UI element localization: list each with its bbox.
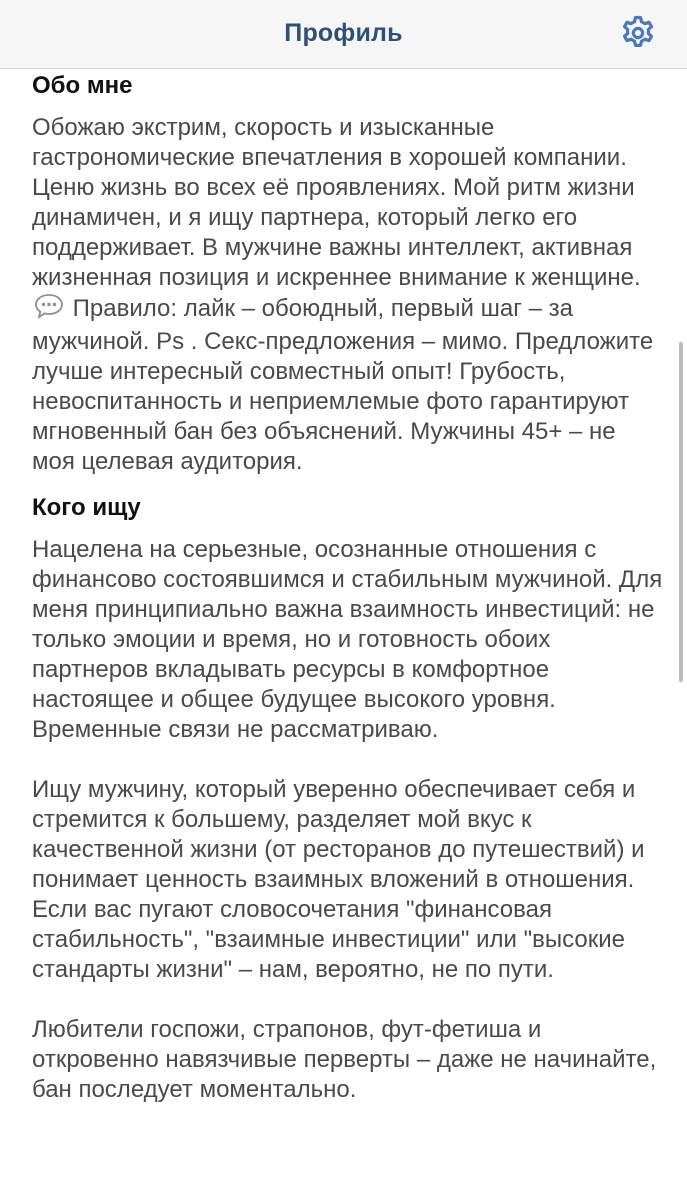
looking-for-paragraph-2a: Ищу мужчину, который уверенно обеспечивает себя и стремится к большему, разделяет мой вкус к качественной жизни (от ресторанов до путешествий) и понимает ценность взаимных вложений в отношения.	[32, 776, 645, 893]
scrollbar[interactable]	[679, 342, 683, 682]
looking-for-section-title: Кого ищу	[32, 494, 141, 521]
looking-for-text	[32, 535, 672, 1105]
settings-button[interactable]	[619, 14, 657, 52]
speech-bubble-icon	[34, 293, 64, 327]
gear-icon	[619, 14, 657, 52]
page-title: Профиль	[284, 19, 403, 47]
about-text-part2: Правило: лайк – обоюдный, первый шаг – за мужчиной. Ps . Секс-предложения – мимо. Предложите лучше интересный совместный опыт! Грубость, невоспитанность и неприемлемые фото гарантируют мгновенный бан без объяснений. Мужчины 45+ – не моя целевая аудитория.	[32, 295, 654, 475]
profile-content	[32, 69, 672, 1105]
about-section-title: Обо мне	[32, 72, 133, 99]
looking-for-paragraph-2b: Если вас пугают словосочетания "финансовая стабильность", "взаимные инвестиции" или "высокие стандарты жизни" – нам, вероятно, не по пути.	[32, 896, 625, 983]
looking-for-paragraph-1: Нацелена на серьезные, осознанные отношения с финансово состоявшимся и стабильным мужчиной. Для меня принципиально важна взаимность инвестиций: не только эмоции и время, но и готовность обоих партнеров вкладывать ресурсы в комфортное настоящее и общее будущее высокого уровня. Временные связи не рассматриваю.	[32, 536, 663, 743]
navigation-bar	[0, 0, 687, 69]
looking-for-paragraph-3: Любители госпожи, страпонов, фут-фетиша и откровенно навязчивые перверты – даже не начинайте, бан последует моментально.	[32, 1016, 657, 1103]
about-text	[32, 113, 662, 477]
about-text-part1: Обожаю экстрим, скорость и изысканные гастрономические впечатления в хорошей компании. Ценю жизнь во всех её проявлениях. Мой ритм жизни динамичен, и я ищу партнера, который легко его поддерживает. В мужчине важны интеллект, активная жизненная позиция и искреннее внимание к женщине.	[32, 114, 641, 291]
